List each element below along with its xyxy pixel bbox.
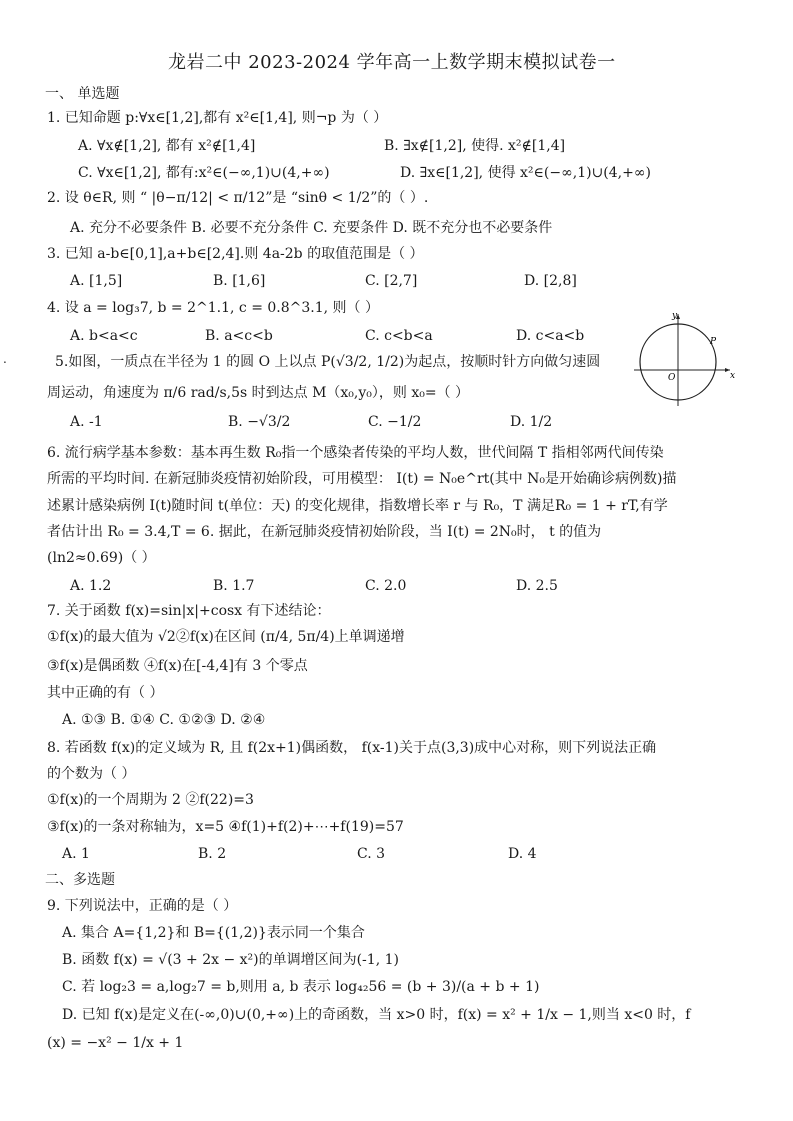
q1-option-a: A. ∀x∉[1,2], 都有 x²∉[1,4]	[78, 138, 256, 154]
origin-label: O	[668, 373, 676, 383]
q8-option-b: B. 2	[198, 846, 227, 862]
section-multi-choice: 二、多选题	[45, 872, 115, 888]
q7-line-2: ①f(x)的最大值为 √2②f(x)在区间 (π/4, 5π/4)上单调递增	[47, 629, 405, 645]
q6-line-2: 所需的平均时间. 在新冠肺炎疫情初始阶段，可用模型： I(t) = N₀e^rt(其中 N₀是开始确诊病例数)描	[47, 471, 677, 487]
q6-option-a: A. 1.2	[70, 578, 112, 594]
section-single-choice: 一、 单选题	[45, 86, 120, 102]
q9-option-a: A. 集合 A={1,2}和 B={(1,2)}表示同一个集合	[62, 925, 365, 941]
q7-stem: 7. 关于函数 f(x)=sin|x|+cosx 有下述结论：	[47, 603, 331, 619]
margin-dot: .	[3, 352, 7, 366]
q5-option-a: A. -1	[70, 414, 103, 430]
q9-option-d-line-2: (x) = −x² − 1/x + 1	[47, 1035, 184, 1051]
q9-stem: 9. 下列说法中，正确的是（ ）	[47, 898, 238, 914]
q4-option-a: A. b<a<c	[70, 328, 138, 344]
q3-option-d: D. [2,8]	[524, 273, 577, 289]
q6-line-5: (ln2≈0.69)（ ）	[47, 550, 156, 566]
q1-option-d: D. ∃x∈[1,2], 使得 x²∈(−∞,1)∪(4,+∞)	[400, 165, 651, 181]
q3-stem: 3. 已知 a-b∈[0,1],a+b∈[2,4].则 4a-2b 的取值范围是（ ）	[47, 246, 424, 262]
q5-line-2: 周运动，角速度为 π/6 rad/s,5s 时到达点 M（x₀,y₀），则 x₀=（ ）	[47, 385, 470, 401]
x-axis-label: x	[730, 371, 736, 381]
q1-stem: 1. 已知命题 p:∀x∈[1,2],都有 x²∈[1,4], 则¬p 为（ ）	[47, 110, 388, 126]
q6-line-3: 述累计感染病例 I(t)随时间 t(单位：天) 的变化规律，指数增长率 r 与 R₀，T 满足R₀ = 1 + rT,有学	[47, 498, 668, 514]
q3-option-c: C. [2,7]	[365, 273, 418, 289]
q8-line-2: 的个数为（ ）	[47, 766, 136, 782]
q6-line-4: 者估计出 R₀ = 3.4,T = 6. 据此，在新冠肺炎疫情初始阶段，当 I(t) = 2N₀时， t 的值为	[47, 524, 602, 540]
q8-line-3: ①f(x)的一个周期为 2 ②f(22)=3	[47, 792, 254, 808]
q8-line-4: ③f(x)的一条对称轴为，x=5 ④f(1)+f(2)+⋯+f(19)=57	[47, 819, 404, 835]
q6-option-b: B. 1.7	[213, 578, 255, 594]
y-axis-label: y	[672, 311, 678, 321]
q6-option-d: D. 2.5	[516, 578, 558, 594]
q7-options: A. ①③ B. ①④ C. ①②③ D. ②④	[62, 712, 266, 728]
q1-option-b: B. ∃x∉[1,2], 使得. x²∉[1,4]	[384, 138, 566, 154]
q5-option-c: C. −1/2	[368, 414, 422, 430]
q9-option-b: B. 函数 f(x) = √(3 + 2x − x²)的单调增区间为(-1, 1)	[62, 952, 399, 968]
q8-option-a: A. 1	[62, 846, 90, 862]
q1-option-c: C. ∀x∈[1,2], 都有:x²∈(−∞,1)∪(4,+∞)	[78, 165, 330, 181]
unit-circle-figure	[630, 308, 740, 408]
q2-stem: 2. 设 θ∈R, 则 “ |θ−π/12| < π/12”是 “sinθ < 1/2”的（ ）.	[47, 190, 429, 206]
q9-option-c: C. 若 log₂3 = a,log₂7 = b,则用 a, b 表示 log₄₂56 = (b + 3)/(a + b + 1)	[62, 979, 540, 995]
q8-line-1: 8. 若函数 f(x)的定义域为 R, 且 f(2x+1)偶函数， f(x-1)关于点(3,3)成中心对称，则下列说法正确	[47, 740, 657, 756]
q4-option-c: C. c<b<a	[365, 328, 433, 344]
q4-option-d: D. c<a<b	[516, 328, 585, 344]
q7-line-3: ③f(x)是偶函数 ④f(x)在[-4,4]有 3 个零点	[47, 658, 308, 674]
q5-option-d: D. 1/2	[510, 414, 553, 430]
q6-line-1: 6. 流行病学基本参数：基本再生数 R₀指一个感染者传染的平均人数，世代间隔 T 指相邻两代间传染	[47, 445, 664, 461]
q5-option-b: B. −√3/2	[228, 414, 291, 430]
page-title: 龙岩二中 2023-2024 学年高一上数学期末模拟试卷一	[168, 52, 616, 73]
q9-option-d-line-1: D. 已知 f(x)是定义在(-∞,0)∪(0,+∞)上的奇函数，当 x>0 时，f(x) = x² + 1/x − 1,则当 x<0 时，f	[62, 1007, 691, 1023]
q8-option-d: D. 4	[508, 846, 537, 862]
point-p-label: P	[710, 337, 717, 347]
q2-options: A. 充分不必要条件 B. 必要不充分条件 C. 充要条件 D. 既不充分也不必要条件	[70, 220, 553, 236]
q4-option-b: B. a<c<b	[205, 328, 273, 344]
q4-stem: 4. 设 a = log₃7, b = 2^1.1, c = 0.8^3.1, 则（ ）	[47, 300, 380, 316]
q7-line-4: 其中正确的有（ ）	[47, 685, 164, 701]
q3-option-a: A. [1,5]	[70, 273, 123, 289]
q3-option-b: B. [1,6]	[213, 273, 266, 289]
q8-option-c: C. 3	[357, 846, 386, 862]
q5-line-1: 5.如图，一质点在半径为 1 的圆 O 上以点 P(√3/2, 1/2)为起点，按顺时针方向做匀速圆	[55, 354, 601, 370]
q6-option-c: C. 2.0	[365, 578, 407, 594]
